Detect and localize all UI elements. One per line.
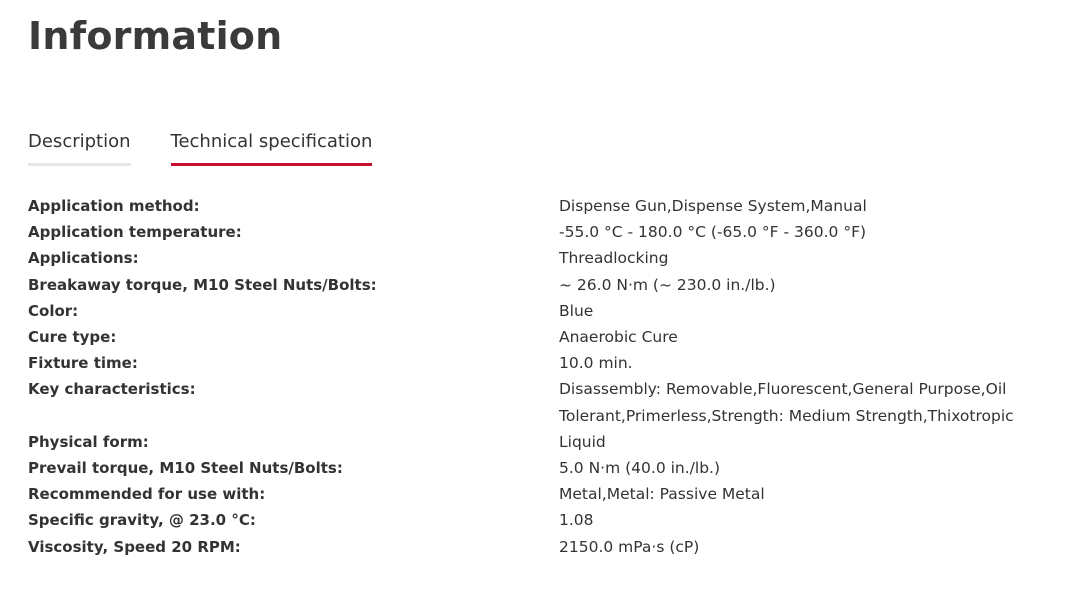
spec-row xyxy=(28,219,1068,245)
spec-row xyxy=(28,507,1068,533)
spec-label: Cure type: xyxy=(28,328,117,347)
spec-value: Liquid xyxy=(559,432,606,451)
page-title: Information xyxy=(28,14,283,58)
spec-row xyxy=(28,298,1068,324)
spec-label: Color: xyxy=(28,301,79,320)
spec-value: Disassembly: Removable,Fluorescent,General Purpose,Oil Tolerant,Primerless,Strength: Medium Strength,Thixotropic xyxy=(559,380,1014,425)
spec-value: Anaerobic Cure xyxy=(559,328,678,347)
spec-label: Breakaway torque, M10 Steel Nuts/Bolts: xyxy=(28,275,377,294)
spec-label: Specific gravity, @ 23.0 °C: xyxy=(28,511,256,530)
spec-row xyxy=(28,245,1068,271)
spec-value: Dispense Gun,Dispense System,Manual xyxy=(559,197,867,215)
spec-value: Blue xyxy=(559,301,594,320)
spec-row xyxy=(28,193,1068,219)
spec-value: 1.08 xyxy=(559,511,594,530)
spec-value: Threadlocking xyxy=(559,249,669,268)
spec-row xyxy=(28,272,1068,298)
spec-label: Applications: xyxy=(28,249,139,268)
spec-row xyxy=(28,429,1068,455)
spec-label: Application temperature: xyxy=(28,223,242,242)
spec-row xyxy=(28,534,1068,560)
spec-label: Physical form: xyxy=(28,432,149,451)
spec-row xyxy=(28,455,1068,481)
spec-label: Application method: xyxy=(28,197,200,215)
spec-label: Key characteristics: xyxy=(28,380,196,399)
spec-value: ~ 26.0 N·m (~ 230.0 in./lb.) xyxy=(559,275,776,294)
tab-bar xyxy=(28,128,372,166)
spec-value: 5.0 N·m (40.0 in./lb.) xyxy=(559,459,721,478)
tab-technical-specification[interactable]: Technical specification xyxy=(171,128,373,166)
spec-value: 2150.0 mPa·s (cP) xyxy=(559,537,700,556)
spec-row xyxy=(28,376,1068,428)
spec-row xyxy=(28,324,1068,350)
spec-label: Fixture time: xyxy=(28,354,138,373)
tab-description[interactable]: Description xyxy=(28,128,131,166)
spec-label: Prevail torque, M10 Steel Nuts/Bolts: xyxy=(28,459,343,478)
spec-value: -55.0 °C - 180.0 °C (-65.0 °F - 360.0 °F) xyxy=(559,223,867,242)
spec-row xyxy=(28,481,1068,507)
spec-value: 10.0 min. xyxy=(559,354,633,373)
spec-row xyxy=(28,350,1068,376)
spec-label: Recommended for use with: xyxy=(28,485,266,504)
spec-value: Metal,Metal: Passive Metal xyxy=(559,485,765,504)
spec-label: Viscosity, Speed 20 RPM: xyxy=(28,537,241,556)
spec-table xyxy=(28,193,1068,560)
